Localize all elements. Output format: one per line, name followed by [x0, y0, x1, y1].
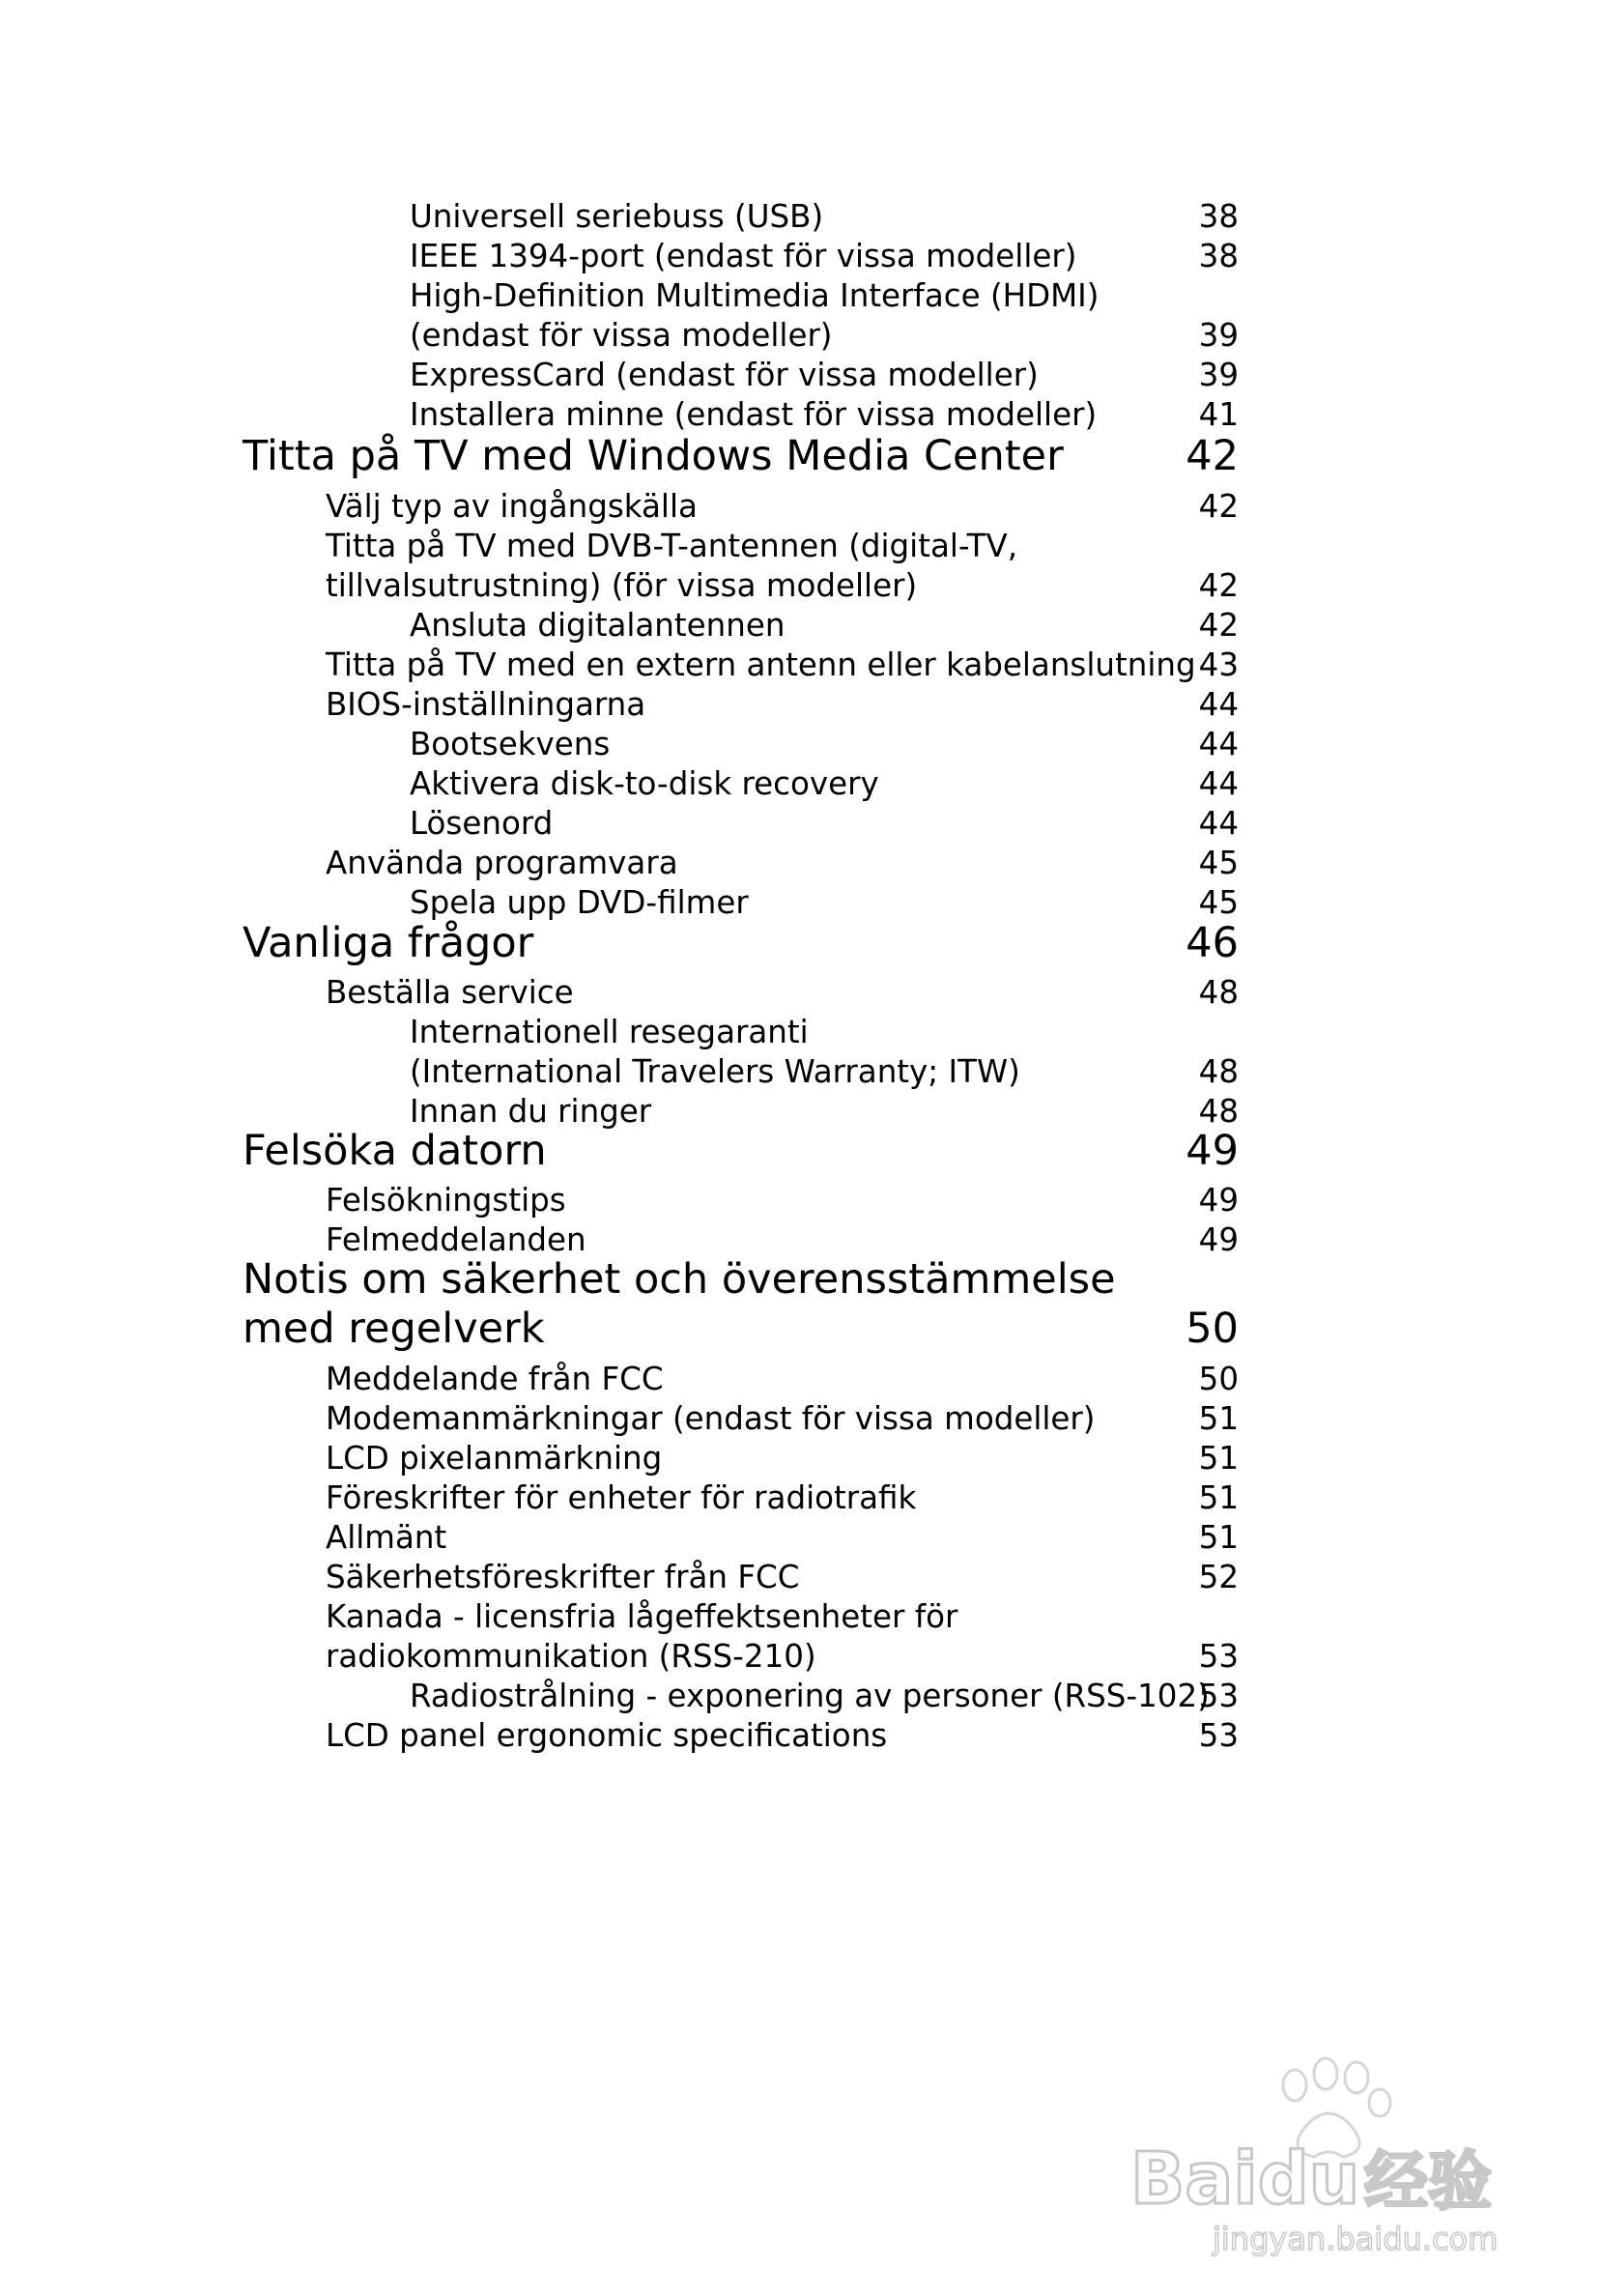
toc-entry-page: 44 [1198, 686, 1239, 723]
toc-entry-page: 42 [1186, 432, 1239, 480]
toc-entry-page: 49 [1198, 1182, 1239, 1219]
toc-entry-title: Beställa service [326, 974, 574, 1011]
toc-entry-page: 51 [1198, 1400, 1239, 1437]
toc-entry-title: LCD pixelanmärkning [326, 1440, 663, 1477]
toc-entry-page: 53 [1198, 1678, 1239, 1714]
toc-entry-title: (endast för vissa modeller) [410, 317, 833, 354]
toc-entry-title: Aktivera disk-to-disk recovery [410, 765, 879, 802]
toc-entry-page: 44 [1198, 805, 1239, 842]
baidu-paw-icon [1111, 2039, 1517, 2261]
toc-entry-title: med regelverk [243, 1305, 545, 1353]
toc-entry-title: (International Travelers Warranty; ITW) [410, 1053, 1020, 1090]
toc-entry-title: BIOS-inställningarna [326, 686, 646, 723]
toc-entry-title: Universell seriebuss (USB) [410, 198, 824, 235]
toc-entry-title: ExpressCard (endast för vissa modeller) [410, 357, 1039, 393]
toc-entry-title: Meddelande från FCC [326, 1361, 664, 1397]
watermark-brand: Baidu [1130, 2138, 1360, 2221]
toc-entry-title: Använda programvara [326, 845, 678, 881]
toc-entry-page: 43 [1198, 646, 1239, 683]
toc-entry-title: Vanliga frågor [243, 919, 534, 967]
toc-entry-page: 48 [1198, 1053, 1239, 1090]
toc-entry-title: Föreskrifter för enheter för radiotrafik [326, 1479, 917, 1516]
toc-entry-page: 49 [1186, 1127, 1239, 1175]
toc-entry-title: IEEE 1394-port (endast för vissa modeller) [410, 238, 1077, 274]
toc-entry-page: 48 [1198, 1093, 1239, 1130]
toc-entry-title: Internationell resegaranti [410, 1014, 809, 1050]
toc-entry-title: Felsökningstips [326, 1182, 566, 1219]
toc-entry-page: 48 [1198, 974, 1239, 1011]
toc-entry-title: Titta på TV med DVB-T-antennen (digital-TV, [326, 528, 1018, 564]
toc-entry-page: 51 [1198, 1440, 1239, 1477]
toc-entry-page: 51 [1198, 1479, 1239, 1516]
toc-entry-page: 44 [1198, 726, 1239, 762]
toc-entry-title: Modemanmärkningar (endast för vissa modeller) [326, 1400, 1096, 1437]
toc-entry-page: 39 [1198, 317, 1239, 354]
toc-entry-title: Ansluta digitalantennen [410, 607, 786, 644]
toc-entry-page: 45 [1198, 884, 1239, 921]
toc-entry-page: 50 [1186, 1305, 1239, 1353]
toc-entry-page: 50 [1198, 1361, 1239, 1397]
toc-entry-title: Titta på TV med en extern antenn eller kabelanslutning [326, 646, 1196, 683]
baidu-watermark [1111, 2039, 1517, 2261]
toc-entry-title: Bootsekvens [410, 726, 611, 762]
toc-entry-title: Notis om säkerhet och överensstämmelse [243, 1255, 1116, 1304]
toc-entry-page: 38 [1198, 198, 1239, 235]
toc-entry-title: LCD panel ergonomic specifications [326, 1717, 888, 1754]
toc-entry-page: 42 [1198, 567, 1239, 604]
toc-entry-page: 45 [1198, 845, 1239, 881]
toc-entry-title: Allmänt [326, 1519, 447, 1556]
toc-entry-page: 53 [1198, 1638, 1239, 1675]
watermark-url: jingyan.baidu.com [1213, 2221, 1499, 2257]
toc-entry-page: 44 [1198, 765, 1239, 802]
toc-entry-title: Välj typ av ingångskälla [326, 488, 698, 525]
watermark-brand-cn: 经验 [1364, 2144, 1492, 2219]
toc-entry-page: 51 [1198, 1519, 1239, 1556]
toc-entry-title: Kanada - licensfria lågeffektsenheter för [326, 1598, 958, 1635]
toc-entry-page: 52 [1198, 1559, 1239, 1595]
toc-entry-page: 46 [1186, 919, 1239, 967]
toc-entry-title: Spela upp DVD-filmer [410, 884, 749, 921]
toc-entry-title: Felmeddelanden [326, 1221, 586, 1258]
toc-entry-title: Säkerhetsföreskrifter från FCC [326, 1559, 800, 1595]
toc-entry-page: 53 [1198, 1717, 1239, 1754]
toc-entry-title: High-Definition Multimedia Interface (HDMI) [410, 277, 1100, 314]
toc-entry-page: 38 [1198, 238, 1239, 274]
toc-entry-page: 49 [1198, 1221, 1239, 1258]
toc-entry-page: 42 [1198, 607, 1239, 644]
toc-entry-title: Radiostrålning - exponering av personer (RSS-102) [410, 1678, 1210, 1714]
toc-entry-page: 39 [1198, 357, 1239, 393]
toc-entry-title: radiokommunikation (RSS-210) [326, 1638, 816, 1675]
toc-entry-title: Innan du ringer [410, 1093, 652, 1130]
toc-entry-page: 42 [1198, 488, 1239, 525]
toc-entry-title: Installera minne (endast för vissa modeller) [410, 396, 1098, 433]
toc-entry-title: Felsöka datorn [243, 1127, 547, 1175]
toc-entry-title: tillvalsutrustning) (för vissa modeller) [326, 567, 918, 604]
toc-entry-title: Titta på TV med Windows Media Center [243, 432, 1064, 480]
toc-entry-title: Lösenord [410, 805, 554, 842]
toc-entry-page: 41 [1198, 396, 1239, 433]
